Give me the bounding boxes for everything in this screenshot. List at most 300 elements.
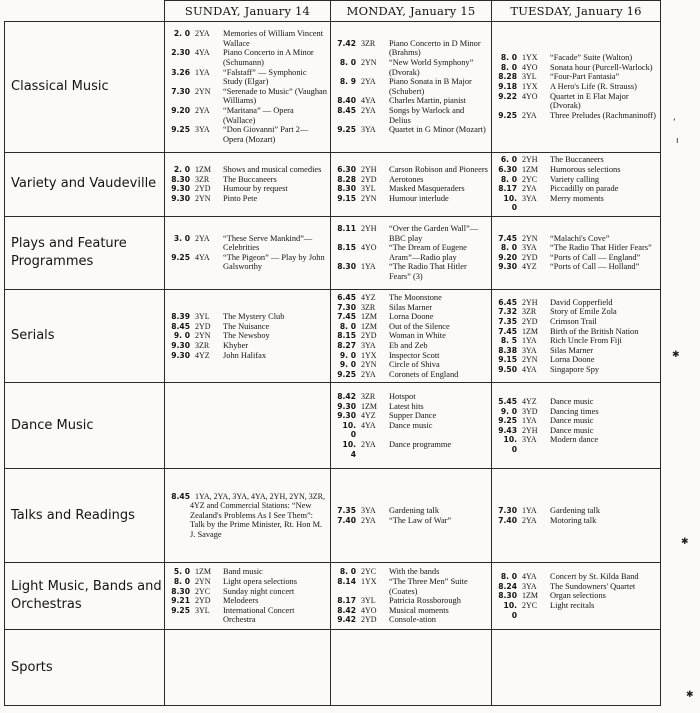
programme-time: 9.30 [337, 411, 356, 421]
programme-text [389, 370, 488, 380]
station-code: 3YA [522, 345, 537, 355]
programme-entry [335, 596, 488, 606]
category-row [5, 22, 661, 153]
programme-time: 8.42 [337, 392, 356, 402]
programme-cell-sunday [165, 383, 331, 469]
programme-text [389, 411, 488, 421]
station-code: 2YC [522, 174, 538, 184]
programme-text [550, 234, 657, 244]
station-code: 1ZM [361, 312, 377, 322]
programme-entry [169, 106, 327, 125]
programme-entry [169, 577, 327, 587]
programme-cell-tuesday [492, 469, 661, 563]
programme-entry [496, 582, 657, 592]
station-code: 2YC [361, 567, 377, 577]
programme-title: Dance music [389, 420, 433, 430]
programme-cell-sunday [165, 290, 331, 383]
programme-text [550, 53, 657, 63]
programme-title: “New Zealand's Problems As I See Them”: Talk by the Prime Minister, Rt. Hon M. J. Savage [190, 501, 323, 539]
category-row [5, 383, 661, 469]
programme-text [550, 175, 657, 185]
station-code: 1YA [522, 416, 537, 426]
station-code: 4YA [361, 420, 376, 430]
programme-entry [496, 317, 657, 327]
programme-title: Eb and Zeb [389, 340, 428, 350]
programme-entry [169, 184, 327, 194]
programme-entry [335, 106, 488, 125]
station-code: 1ZM [361, 401, 377, 411]
programme-entry [169, 587, 327, 597]
programme-title: Gardening talk [550, 505, 601, 515]
programme-title: “New World Symphony” (Dvorak) [389, 58, 474, 77]
category-label: Serials [5, 290, 165, 383]
programme-time: 9.25 [498, 416, 517, 426]
programme-title: “The Radio That Hitler Fears” [550, 243, 652, 253]
programme-entry [169, 492, 327, 540]
programme-time: 9. 0 [339, 350, 356, 360]
station-code: 2YH [522, 155, 538, 165]
programme-entry [169, 175, 327, 185]
programme-time: 7.45 [498, 233, 517, 243]
station-code: 3YA [361, 125, 376, 135]
programme-title: With the bands [389, 567, 440, 577]
station-code: 3ZR [195, 174, 210, 184]
programme-text [389, 596, 488, 606]
programme-text [550, 365, 657, 375]
programme-cell-tuesday [492, 290, 661, 383]
programme-cell-monday [331, 383, 492, 469]
programme-time: 10. 4 [342, 440, 356, 459]
programme-title: The Moonstone [389, 293, 442, 303]
programme-title: “Four-Part Fantasia” [550, 72, 620, 82]
station-code: 2YA [361, 515, 376, 525]
programme-time: 8. 5 [500, 336, 517, 346]
station-code: 2YN [195, 331, 211, 341]
programme-title: Crimson Trail [550, 317, 597, 326]
programme-time: 9.42 [337, 615, 356, 625]
station-code: 2YN [361, 58, 377, 68]
programme-text [389, 577, 488, 596]
programme-title: Dance music [550, 416, 594, 426]
programme-text [550, 82, 657, 92]
programme-title: Modern dance [550, 435, 599, 445]
programme-entry [169, 322, 327, 332]
station-code: 4YO [522, 62, 538, 72]
programme-entry [335, 421, 488, 440]
programme-title: “Serenade to Music” (Vaughan Williams) [223, 86, 327, 106]
programme-time: 8.30 [498, 591, 517, 601]
programme-time: 6.30 [337, 164, 356, 174]
category-row [5, 469, 661, 563]
programme-title: Variety calling [550, 174, 600, 184]
station-code: 2YH [522, 425, 538, 435]
programme-time: 8.27 [337, 340, 356, 350]
programme-entry [496, 165, 657, 175]
programme-text [389, 39, 488, 58]
programme-entry [496, 435, 657, 454]
programme-text [550, 407, 657, 417]
station-code: 2YD [195, 596, 211, 606]
programme-title: A Hero's Life (R. Strauss) [550, 82, 637, 92]
programme-text [550, 516, 657, 526]
programme-title: Gardening talk [389, 505, 440, 515]
programme-entry [335, 606, 488, 616]
programme-title: Latest hits [389, 401, 424, 411]
station-code: 3YL [361, 184, 376, 194]
category-label: Sports [5, 630, 165, 706]
programme-text [389, 351, 488, 361]
programme-text [550, 426, 657, 436]
programme-text [389, 341, 488, 351]
programme-text [223, 234, 327, 253]
programme-entry [496, 92, 657, 111]
programme-entry [335, 322, 488, 332]
programme-title: Hotspot [389, 392, 416, 402]
programme-cell-tuesday [492, 152, 661, 216]
programme-text [550, 346, 657, 356]
programme-title: Lorna Doone [389, 312, 434, 322]
programme-title: Dance music [550, 396, 594, 406]
programme-entry [335, 194, 488, 204]
programme-text [550, 92, 657, 111]
day-header-monday: MONDAY, January 15 [331, 1, 492, 22]
programme-text [389, 421, 488, 431]
programme-text [389, 331, 488, 341]
programme-title: Three Preludes (Rachmaninoff) [550, 110, 656, 120]
programme-title: Singapore Spy [550, 364, 600, 374]
programme-time: 9.20 [171, 106, 190, 116]
programme-title: “Ports of Call — England” [550, 252, 641, 262]
programme-time: 5. 0 [173, 567, 190, 577]
station-code: 3YD [522, 406, 538, 416]
programme-time: 7.35 [498, 317, 517, 326]
station-code: 2YD [195, 321, 211, 331]
programme-text [223, 606, 327, 625]
programme-title: “The Three Men” Suite (Coates) [389, 577, 468, 596]
station-code: 3YA [522, 193, 537, 203]
programme-time: 9.21 [171, 596, 190, 606]
programme-text [223, 106, 327, 125]
programme-entry [496, 63, 657, 73]
programme-entry [335, 184, 488, 194]
programme-text [550, 416, 657, 426]
station-code: 1YA, 2YA, 3YA, 4YA, 2YH, 2YN, 3ZR, 4YZ and Commercial Stations: [190, 491, 326, 511]
station-code: 1ZM [195, 567, 211, 577]
programme-entry [169, 312, 327, 322]
programme-entry [496, 253, 657, 263]
programme-time: 6.30 [498, 164, 517, 174]
programme-text [389, 96, 488, 106]
programme-text [389, 184, 488, 194]
programme-entry [496, 407, 657, 417]
programme-cell-sunday [165, 22, 331, 153]
programme-title: The Mystery Club [223, 312, 285, 322]
station-code: 2YC [195, 586, 211, 596]
programme-text [550, 435, 657, 445]
station-code: 4YA [522, 364, 537, 374]
station-code: 3YL [361, 596, 376, 606]
programme-entry [169, 596, 327, 606]
programme-text [223, 175, 327, 185]
programme-text [550, 582, 657, 592]
station-code: 2YD [361, 615, 377, 625]
programme-time: 9. 0 [173, 331, 190, 341]
programme-entry [335, 440, 488, 459]
schedule-body [5, 22, 661, 706]
programme-cell-sunday [165, 630, 331, 706]
programme-time: 9.25 [337, 125, 356, 135]
programme-time: 9. 0 [500, 406, 517, 416]
station-code: 2YD [522, 252, 538, 262]
station-code: 4YO [522, 91, 538, 101]
programme-cell-monday [331, 290, 492, 383]
programme-title: “Malachi's Cove” [550, 233, 610, 243]
programme-cell-sunday [165, 563, 331, 630]
category-row [5, 152, 661, 216]
category-label: Light Music, Bands and Orchestras [5, 563, 165, 630]
programme-text [223, 253, 327, 272]
programme-text [389, 615, 488, 625]
station-code: 1ZM [522, 591, 538, 601]
programme-entry [496, 175, 657, 185]
programme-time: 6. 0 [500, 155, 517, 165]
programme-text [389, 303, 488, 313]
programme-title: Organ selections [550, 591, 606, 601]
programme-entry [335, 577, 488, 596]
corner-cell [5, 1, 165, 22]
programme-cell-monday [331, 630, 492, 706]
station-code: 2YD [195, 184, 211, 194]
programme-title: “Falstaff” — Symphonic Study (Elgar) [223, 67, 307, 87]
programme-time: 8. 0 [339, 58, 356, 68]
programme-time: 8.11 [337, 224, 356, 234]
programme-time: 9. 0 [339, 360, 356, 370]
programme-title: Humour by request [223, 184, 288, 194]
programme-text [389, 224, 488, 243]
category-row [5, 630, 661, 706]
programme-text [550, 194, 657, 204]
programme-time: 9.30 [498, 262, 517, 272]
programme-title: The Sundowners' Quartet [550, 581, 636, 591]
programme-title: Rich Uncle From Fiji [550, 336, 622, 346]
station-code: 2YD [361, 174, 377, 184]
programme-cell-sunday [165, 469, 331, 563]
programme-time: 6.45 [498, 297, 517, 307]
programme-text [550, 307, 657, 317]
programme-title: Khyber [223, 340, 249, 350]
programme-text [389, 194, 488, 204]
station-code: 2YA [522, 515, 537, 525]
programme-entry [169, 234, 327, 253]
programme-time: 8.39 [171, 312, 190, 322]
programme-entry [496, 416, 657, 426]
programme-time: 8.24 [498, 581, 517, 591]
programme-text [389, 293, 488, 303]
station-code: 1YX [361, 350, 377, 360]
programme-time: 7.45 [337, 312, 356, 322]
programme-time: 3.26 [171, 67, 190, 77]
programme-entry [335, 615, 488, 625]
programme-text [550, 111, 657, 121]
programme-entry [496, 572, 657, 582]
programme-time: 7.30 [498, 505, 517, 515]
programme-time: 2.30 [171, 48, 190, 58]
programme-text [223, 331, 327, 341]
programme-title: Light recitals [550, 600, 595, 610]
programme-text [223, 587, 327, 597]
programme-entry [169, 194, 327, 204]
programme-text [223, 322, 327, 332]
programme-title: John Halifax [223, 350, 267, 360]
programme-text [223, 596, 327, 606]
station-code: 2YA [361, 106, 376, 116]
programme-text [223, 312, 327, 322]
station-code: 3YA [522, 243, 537, 253]
programme-title: The Buccaneers [550, 155, 604, 165]
programme-title: Pinto Pete [223, 193, 258, 203]
programme-time: 7.30 [171, 86, 190, 96]
programme-entry [335, 175, 488, 185]
category-row [5, 216, 661, 290]
programme-time: 9.18 [498, 82, 517, 92]
programme-entry [496, 72, 657, 82]
programme-text [223, 341, 327, 351]
programme-text [389, 322, 488, 332]
station-code: 3ZR [361, 38, 376, 48]
programme-entry [496, 184, 657, 194]
programme-time: 8. 0 [173, 577, 190, 586]
programme-entry [496, 327, 657, 337]
programme-entry [169, 68, 327, 87]
programme-text [550, 601, 657, 611]
category-label: Plays and Feature Programmes [5, 216, 165, 290]
programme-title: Coronets of England [389, 369, 459, 379]
programme-title: Story of Emile Zola [550, 307, 617, 317]
programme-text [550, 165, 657, 175]
programme-text [550, 572, 657, 582]
programme-time: 9.20 [498, 252, 517, 262]
station-code: 3ZR [522, 307, 537, 317]
station-code: 2YA [361, 369, 376, 379]
category-label: Variety and Vaudeville [5, 152, 165, 216]
programme-text [550, 253, 657, 263]
station-code: 4YA [195, 252, 210, 262]
programme-cell-monday [331, 469, 492, 563]
programme-entry [335, 360, 488, 370]
programme-time: 8. 0 [500, 62, 517, 72]
programme-time: 10. 0 [503, 193, 517, 213]
programme-text [389, 125, 488, 135]
programme-entry [496, 194, 657, 213]
programme-text [550, 336, 657, 346]
station-code: 4YO [361, 605, 377, 615]
programme-time: 8.40 [337, 96, 356, 106]
programme-entry [169, 341, 327, 351]
programme-cell-tuesday [492, 216, 661, 290]
programme-time: 9.43 [498, 425, 517, 435]
category-label: Classical Music [5, 22, 165, 153]
programme-title: “The Pigeon” — Play by John Galsworthy [223, 252, 325, 272]
programme-text [389, 402, 488, 412]
station-code: 2YH [361, 224, 377, 234]
programme-time: 7.40 [337, 515, 356, 525]
programme-time: 8.30 [337, 262, 356, 272]
programme-time: 8. 0 [339, 567, 356, 577]
programme-text [223, 351, 327, 361]
programme-entry [335, 402, 488, 412]
programme-time: 8. 0 [500, 174, 517, 184]
station-code: 1YA [522, 505, 537, 515]
programme-title: Quartet in G Minor (Mozart) [389, 125, 486, 135]
programme-entry [335, 370, 488, 380]
programme-title: Shows and musical comedies [223, 164, 322, 174]
programme-title: “These Serve Mankind”—Celebrities [223, 233, 313, 253]
programme-time: 9.25 [171, 252, 190, 262]
programme-entry [335, 293, 488, 303]
programme-time: 9.22 [498, 91, 517, 101]
programme-title: Merry moments [550, 193, 604, 203]
programme-text [223, 194, 327, 204]
station-code: 4YZ [195, 350, 210, 360]
station-code: 2YN [195, 577, 211, 586]
programme-time: 10. 0 [342, 420, 356, 440]
station-code: 3ZR [195, 340, 210, 350]
programme-time: 2. 0 [173, 164, 190, 174]
programme-entry [335, 506, 488, 516]
programme-entry [496, 355, 657, 365]
programme-text [550, 262, 657, 272]
programme-title: Piano Sonata in B Major (Schubert) [389, 77, 472, 96]
programme-title: Songs by Warlock and Delius [389, 106, 465, 125]
programme-cell-tuesday [492, 22, 661, 153]
programme-title: Lorna Doone [550, 355, 595, 365]
station-code: 4YZ [522, 396, 537, 406]
programme-entry [335, 165, 488, 175]
station-code: 2YA [361, 77, 376, 87]
station-code: 3YA [361, 340, 376, 350]
programme-time: 7.42 [337, 38, 356, 48]
programme-entry [169, 253, 327, 272]
programme-text [389, 606, 488, 616]
programme-time: 8.17 [498, 184, 517, 194]
programme-time: 6.45 [337, 293, 356, 303]
programme-title: Woman in White [389, 331, 446, 341]
programme-time: 9.25 [337, 369, 356, 379]
programme-entry [169, 165, 327, 175]
programme-text [550, 506, 657, 516]
programme-text [389, 567, 488, 577]
station-code: 2YH [361, 164, 377, 174]
programme-time: 9.30 [171, 184, 190, 194]
station-code: 3ZR [361, 302, 376, 312]
programme-entry [335, 303, 488, 313]
programme-cell-monday [331, 563, 492, 630]
programme-time: 9.30 [171, 350, 190, 360]
programme-time: 8. 0 [500, 53, 517, 63]
programme-time: 10. 0 [503, 600, 517, 620]
programme-entry [496, 307, 657, 317]
category-label: Talks and Readings [5, 469, 165, 563]
programme-title: Supper Dance [389, 411, 437, 421]
programme-text [550, 397, 657, 407]
programme-time: 8.28 [337, 174, 356, 184]
programme-text [389, 262, 488, 281]
programme-text [389, 312, 488, 322]
station-code: 2YH [522, 297, 538, 307]
programme-title: Melodeers [223, 596, 259, 606]
programme-text [389, 165, 488, 175]
programme-text [223, 29, 327, 48]
